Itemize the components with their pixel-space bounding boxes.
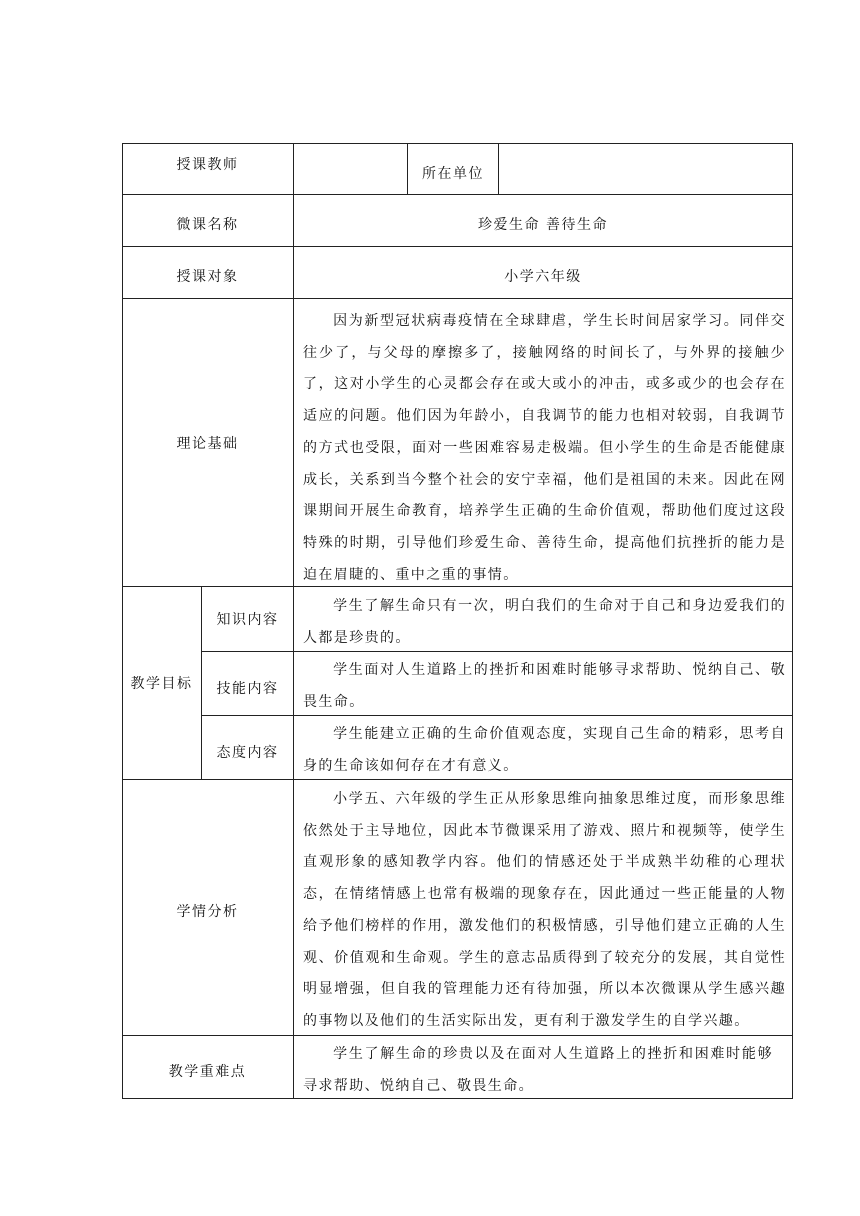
goal-attitude-label: 态度内容 [216, 745, 279, 761]
course-name-label: 微课名称 [176, 217, 239, 233]
key-points-text: 学生了解生命的珍贵以及在面对人生道路上的挫折和困难时能够寻求帮助、悦纳自己、敬畏生命。 [303, 1046, 773, 1094]
goal-attitude-text: 学生能建立正确的生命价值观态度，实现自己生命的精彩，思考自身的生命该如何存在才有意义。 [303, 726, 786, 774]
unit-label: 所在单位 [422, 165, 484, 182]
goal-knowledge-label: 知识内容 [216, 612, 279, 628]
teacher-value [294, 143, 407, 194]
analysis-text: 小学五、六年级的学生正从形象思维向抽象思维过度，而形象思维依然处于主导地位，因此本节微课采用了游戏、照片和视频等，使学生直观形象的感知教学内容。他们的情感还处于半成熟半幼稚的心理状态，在情绪情感上也常有极端的现象存在，因此通过一些正能量的人物给予他们榜样的作用，激发他们的积极情感，引导他们建立正确的人生观、价值观和生命观。学生的意志品质得到了较充分的发展，其自觉性明显增强，但自我的管理能力还有待加强，所以本次微课从学生感兴趣的事物以及他们的生活实际出发，更有利于激发学生的自学兴趣。 [303, 791, 786, 1029]
analysis-label: 学情分析 [176, 904, 239, 920]
course-name-value: 珍爱生命 善待生命 [478, 217, 608, 233]
theory-label: 理论基础 [176, 435, 239, 452]
goal-knowledge-text: 学生了解生命只有一次，明白我们的生命对于自己和身边爱我们的人都是珍贵的。 [303, 598, 786, 646]
unit-value [499, 143, 792, 194]
audience-value: 小学六年级 [504, 269, 582, 285]
theory-text: 因为新型冠状病毒疫情在全球肆虐，学生长时间居家学习。同伴交往少了，与父母的摩擦多了，接触网络的时间长了，与外界的接触少了，这对小学生的心灵都会存在或大或小的冲击，或多或少的也会存在适应的问题。他们因为年龄小，自我调节的能力也相对较弱，自我调节的方式也受限，面对一些困难容易走极端。但小学生的生命是否能健康成长，关系到当今整个社会的安宁幸福，他们是祖国的未来。因此在网课期间开展生命教育，培养学生正确的生命价值观，帮助他们度过这段特殊的时期，引导他们珍爱生命、善待生命，提高他们抗挫折的能力是迫在眉睫的、重中之重的事情。 [303, 313, 786, 583]
goals-label: 教学目标 [130, 676, 193, 692]
key-points-label: 教学重难点 [168, 1064, 247, 1080]
audience-label: 授课对象 [176, 269, 239, 285]
goal-skill-text: 学生面对人生道路上的挫折和困难时能够寻求帮助、悦纳自己、敬畏生命。 [303, 662, 786, 710]
goal-skill-label: 技能内容 [216, 681, 279, 697]
teacher-label: 授课教师 [176, 157, 239, 173]
lesson-plan-table [122, 143, 793, 1099]
